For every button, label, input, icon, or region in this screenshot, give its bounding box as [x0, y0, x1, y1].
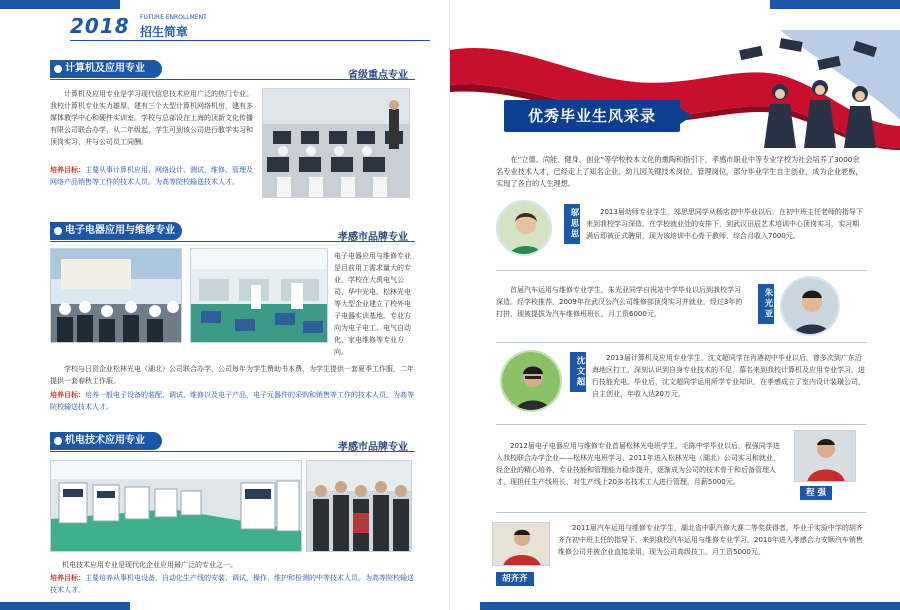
- computer-goal-text: 主要从事计算机应用、网络设计、测试、维修、管理及网络产品销售等工作的技术人员。为高等院校输送技术人才。: [50, 166, 253, 186]
- electronics-body: 学校与日资企业松林光电（湖北）公司联合办学，公司每年为学生赞助书本费，为学生提供一套夏季工作服、二年提供一套春秋工作服。: [50, 365, 414, 385]
- footer-bar: [0, 602, 130, 610]
- grad-2-photo: [780, 276, 840, 336]
- person-portrait-icon: [795, 431, 856, 482]
- header-subtitle: FUTURE ENROLLMENT: [140, 14, 207, 21]
- section-divider: [496, 270, 866, 271]
- section-computer-badge: 省级重点专业: [348, 70, 408, 81]
- electronics-workshop-illustration: [191, 249, 328, 343]
- mechatronics-visit-illustration: [307, 461, 412, 552]
- person-portrait-icon: [498, 202, 552, 256]
- section-mechatronics-badge: 孝感市品牌专业: [338, 442, 408, 453]
- grad-2-name: 朱光亚: [758, 284, 774, 324]
- graduates-illustration: [750, 70, 890, 148]
- header-bar: [770, 0, 900, 9]
- mechatronics-factory-illustration: [51, 461, 302, 552]
- header-title: 招生简章: [140, 25, 189, 39]
- grad-5-name: 胡齐齐: [496, 572, 534, 586]
- bullet-icon: [54, 227, 62, 235]
- right-page: [450, 0, 900, 610]
- right-page-title: 优秀毕业生风采录: [504, 100, 680, 132]
- mechatronics-goal-text: 主要培养从事机电设备，自动化生产线的安装、调试、操作、维护和检测的中等技术人员。为高等院校输送技术人才。: [50, 574, 414, 594]
- header-bar: [0, 0, 120, 9]
- electronics-classroom-illustration: [51, 249, 182, 343]
- computer-goal: [50, 164, 255, 188]
- grad-1-text: 2013届幼师专业学生，邬思思同学从杨店初中毕业以后，在初中班主任老师的指导下来到我校学习深造，在学校就业处的安排下，到武汉田辰艺术培训中心顶岗实习，实习期满后即被正式聘用，现为该培训中心骨干教师，综合月收入7000元。: [586, 208, 863, 240]
- grad-2-text: 首届汽车运用与维修专业学生，朱光亚同学自祝站中学毕业以后到我校学习深造。经学校推荐，2009年在武汉公汽公司维修部顶岗实习并就业，经过3年的打拼，现被提拔为汽车维修班班长，月工资6000元。: [496, 286, 743, 318]
- grad-3-text: 2013届计算机及应用专业学生，沈文超同学在肖港初中毕业以后，曾多次到广东沿海地区打工，深刻认识到自身专业技术的不足，慕名来到我校计算机及应用专业学习，进行技能充电。毕业后，沈文超同学运用所学专业知识，在孝感成立了室内设计装璜公司，自主创业，年收入达20万元。: [592, 354, 865, 398]
- person-portrait-icon: [502, 352, 562, 412]
- section-computer-tab: [50, 60, 162, 78]
- electronics-goal: [50, 389, 415, 413]
- grad-4-name: 程 强: [800, 486, 832, 500]
- section-divider: [496, 342, 866, 343]
- grad-5-photo: [492, 522, 550, 566]
- grad-1-name: 邬思思: [564, 204, 580, 244]
- grad-4-photo: [794, 430, 856, 482]
- electronics-goal-text: 培养一般电子设备的装配、调试、维修以及电子产品，电子元器件的采购和销售等工作的技术人员。为高等院校输送技术人才。: [50, 391, 414, 411]
- computer-lab-illustration: [263, 89, 410, 198]
- mechatronics-visit-photo: [306, 460, 412, 552]
- bullet-icon: [54, 437, 62, 445]
- section-divider: [496, 512, 866, 513]
- grad-5-text: 2011届汽车运用与维修专业学生，湖北省中职汽修大赛二等奖获得者。毕业于实验中学的胡齐齐在初中班主任的指导下，来到我校汽车运用与维修专业学习，2010年进入孝感合力安顺汽车销售维修公司并被企业直接录用，现为公司高级技工，月工资5000元。: [558, 524, 863, 556]
- electronics-side-text: 电子电器应用与维修专业是目前用工需求量大的专业。学校在大禹电气公司、华中光电、松林光电等大型企业建立了校外电子电器实训基地。专业方向为电子电工、电气自动化、家电维修等专业方向。: [334, 252, 411, 356]
- grad-1-photo: [496, 200, 552, 256]
- person-portrait-icon: [493, 523, 550, 566]
- person-portrait-icon: [782, 278, 840, 336]
- electronics-classroom-photo: [50, 248, 182, 343]
- computer-body: 计算机及应用专业是学习现代信息技术应用广泛的热门专业。我校计算机专业实力雄厚，建有三个大型计算机网络机房，建有多媒体教学中心和硬件实训室。学校与总部设在上海的顶新文化传播有限公司联合办学，从二年级起，学生可到该公司进行教学实习和顶岗实习，并与公司员工同酬。: [50, 90, 253, 146]
- footer-bar: [480, 602, 900, 610]
- section-electronics-title: 电子电器应用与维修专业: [65, 225, 175, 236]
- mechatronics-goal: [50, 572, 415, 596]
- grad-4-text: 2012届电子电器应用与维修专业首届松林光电班学生。毛陈中学毕业以后，程强同学进入我校联合办学企业——松林光电班学习，2011年进入松林光电（湖北）公司实习和就业，经企业的精心培养，专业技能和管理能力稳步提升，逐渐成为公司的技术骨干和后备管理人才，现担任生产线班长，对生产线上20多名技术工人进行管理，月薪5000元。: [496, 442, 780, 486]
- bullet-icon: [54, 65, 62, 73]
- electronics-workshop-photo: [190, 248, 328, 343]
- mechatronics-body: 机电技术应用专业是现代化企业应用最广泛的专业之一。: [62, 561, 237, 569]
- section-electronics-badge: 孝感市品牌专业: [338, 232, 408, 243]
- grad-3-photo: [500, 350, 562, 412]
- section-mechatronics-title: 机电技术应用专业: [65, 435, 145, 446]
- header-divider: [70, 40, 430, 41]
- graduates-intro: 在“立德、尚能、健身、创业”等学校校本文化的熏陶和指引下，孝感市职业中等专业学校为社会培养了3000余名专业技术人才，已经走上了知名企业、幼儿园关键技术岗位、管理岗位，部分毕业学生自主创业，成为企业老板，实现了各自的人生理想。: [496, 155, 863, 188]
- mechatronics-factory-photo: [50, 460, 302, 552]
- section-mechatronics-tab: [50, 432, 162, 450]
- goal-label: 培养目标：: [50, 391, 85, 399]
- header-year: 2018: [70, 14, 130, 38]
- section-computer-title: 计算机及应用专业: [65, 63, 145, 74]
- goal-label: 培养目标：: [50, 574, 85, 582]
- section-electronics-tab: [50, 222, 182, 240]
- section-divider: [496, 424, 866, 425]
- computer-lab-photo: [262, 88, 410, 198]
- goal-label: 培养目标：: [50, 166, 85, 174]
- grad-3-name: 沈文超: [570, 352, 586, 392]
